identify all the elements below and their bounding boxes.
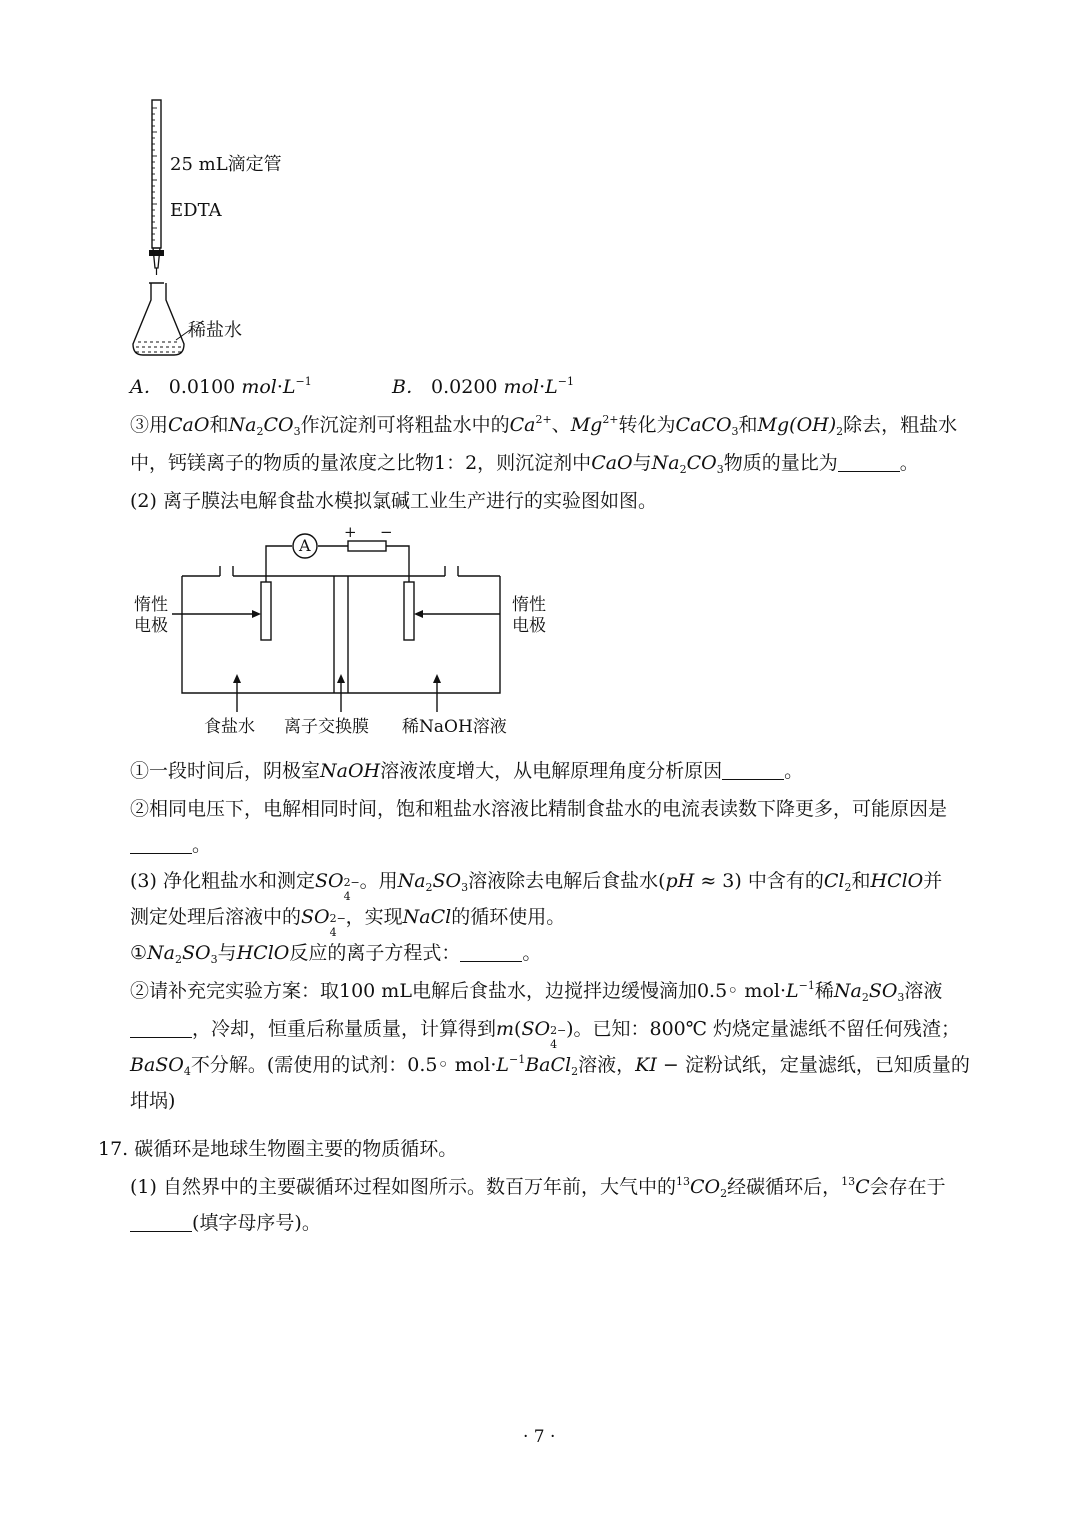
part3-q2-line1: ②请补充完实验方案：取100 mL电解后食盐水，边搅拌边缓慢滴加0.5◦ $mol\cdot L^{-1}$稀$Na_2SO_3$溶液 <box>130 979 943 1004</box>
burette-label: 25 mL滴定管 <box>170 154 282 175</box>
part2-heading: (2) 离子膜法电解食盐水模拟氯碱工业生产进行的实验图如图。 <box>130 490 657 512</box>
membrane-label: 离子交换膜 <box>284 717 369 737</box>
right-electrode-label-1: 惰性 <box>512 595 546 615</box>
left-electrode <box>261 582 271 640</box>
part3-q2-line2: ，冷却，恒重后称量质量，计算得到m(SO 2− 4 )。已知：800℃ 灼烧定量滤纸不留任何残渣； <box>130 1016 960 1042</box>
naoh-label: 稀NaOH溶液 <box>402 717 507 737</box>
right-electrode <box>404 582 414 640</box>
left-electrode-label-1: 惰性 <box>134 595 168 615</box>
saltwater-label: 食盐水 <box>204 717 255 737</box>
answer-blank[interactable] <box>722 761 784 780</box>
part3-heading: (3) 净化粗盐水和测定SO 2− 4 。用$Na_2SO_3$溶液除去电解后食盐水(pH ≈ 3) 中含有的$Cl_2$和HClO并 <box>130 870 943 903</box>
part3-q1: $①Na_2SO_3$与HClO反应的离子方程式： 。 <box>130 942 542 966</box>
ammeter-label: A <box>299 536 311 555</box>
part3-line2: 测定处理后溶液中的SO 2− 4 ，实现NaCl的循环使用。 <box>130 906 566 939</box>
q3-line2: 中，钙镁离子的物质的量浓度之比物1：2，则沉淀剂中CaO与$Na_2CO_3$物质的量比为 。 <box>130 452 919 476</box>
option-b: B． 0.0200 $mol\cdot L^{-1}$ <box>392 375 574 398</box>
part2-q2-line1: ②相同电压下，电解相同时间，饱和粗盐水溶液比精制食盐水的电流表读数下降更多，可能原因是 <box>130 798 948 820</box>
q17-heading: 17. 碳循环是地球生物圈主要的物质循环。 <box>98 1138 458 1160</box>
part3-q2-line4: 坩埚) <box>130 1090 176 1112</box>
q17-line2: (填字母序号)。 <box>130 1210 321 1236</box>
part2-q2-line2: 。 <box>130 832 211 858</box>
q3-line1: ③用CaO和$Na_2CO_3$作沉淀剂可将粗盐水中的$Ca^{2+}$、$Mg^{2+}$转化为CaCO$_3$和$Mg(OH)_2$除去，粗盐水 <box>130 413 958 438</box>
option-a: A． 0.0100 $mol\cdot L^{-1}$ <box>130 375 312 398</box>
answer-blank[interactable] <box>460 943 522 962</box>
left-electrode-label-2: 电极 <box>134 616 168 636</box>
answer-blank[interactable] <box>130 1213 192 1232</box>
flask-label: 稀盐水 <box>188 320 242 341</box>
answer-blank[interactable] <box>130 835 192 854</box>
minus-label: − <box>380 523 393 541</box>
plus-label: + <box>344 523 357 541</box>
part3-q2-line3: BaSO$_4$不分解。(需使用的试剂：0.5◦ $mol\cdot L^{-1}BaCl_2$溶液，KI − 淀粉试纸，定量滤纸，已知质量的 <box>130 1053 970 1078</box>
right-electrode-label-2: 电极 <box>512 616 546 636</box>
part2-q1: ①一段时间后，阴极室NaOH溶液浓度增大，从电解原理角度分析原因 。 <box>130 760 804 782</box>
q17-line1: (1) 自然界中的主要碳循环过程如图所示。数百万年前，大气中的$^{13}CO_2$经碳循环后，$^{13}$C会存在于 <box>130 1175 946 1200</box>
page-number: · 7 · <box>523 1427 556 1447</box>
answer-blank[interactable] <box>130 1019 192 1038</box>
electrolysis-diagram <box>0 0 1080 760</box>
edta-label: EDTA <box>170 200 222 221</box>
